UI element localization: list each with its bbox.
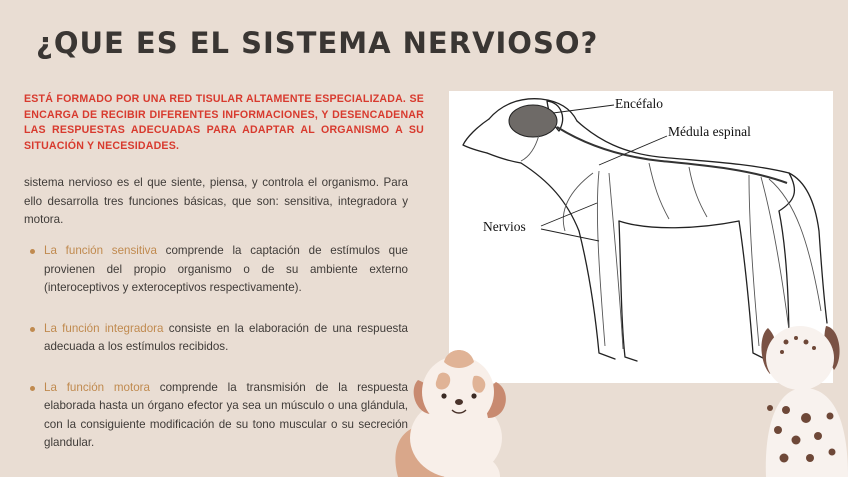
function-list bbox=[30, 242, 408, 453]
bullet-icon bbox=[30, 327, 35, 332]
desc-sensitive: comprende la captación de estímulos que provienen del propio organismo o de su ambiente externo (interoceptivos y exteroceptivos respectivamente). bbox=[44, 244, 408, 294]
list-item-motor bbox=[30, 379, 408, 453]
bullet-icon bbox=[30, 386, 35, 391]
desc-integrative: consiste en la elaboración de una respuesta adecuada a los estímulos recibidos. bbox=[44, 321, 408, 353]
puppy-illustration bbox=[378, 340, 518, 477]
term-integrative: La función integradora bbox=[44, 321, 164, 335]
bullet-icon bbox=[30, 249, 35, 254]
term-sensitive: La función sensitiva bbox=[44, 244, 157, 257]
intro-text: ESTÁ FORMADO POR UNA RED TISULAR ALTAMENTE ESPECIALIZADA. SE ENCARGA DE RECIBIR DIFERENTES INFORMACIONES, Y DESENCADENAR LAS RESPUESTAS ADECUADAS PARA ADAPTAR AL ORGANISMO A SU SITUACIÓN Y NECESIDADES. bbox=[24, 93, 424, 152]
term-motor: La función motora bbox=[44, 380, 150, 394]
label-brain: Encéfalo bbox=[615, 96, 663, 111]
dalmatian-illustration bbox=[756, 318, 848, 477]
list-item-sensitive bbox=[30, 242, 408, 298]
desc-motor: comprende la transmisión de la respuesta elaborada hasta un órgano efector ya sea un músculo o una glándula, con la consiguiente modificación de su tono muscular o su secreción glandular. bbox=[44, 380, 409, 449]
page-title: ¿QUE ES EL SISTEMA NERVIOSO? bbox=[36, 26, 599, 60]
label-nerves: Nervios bbox=[483, 219, 526, 234]
body-paragraph: sistema nervioso es el que siente, piensa, y controla el organismo. Para ello desarrolla tres funciones básicas, que son: sensitiva, integradora y motora. bbox=[24, 176, 408, 226]
label-spinal-cord: Médula espinal bbox=[668, 124, 751, 139]
list-item-integrative bbox=[30, 320, 408, 357]
